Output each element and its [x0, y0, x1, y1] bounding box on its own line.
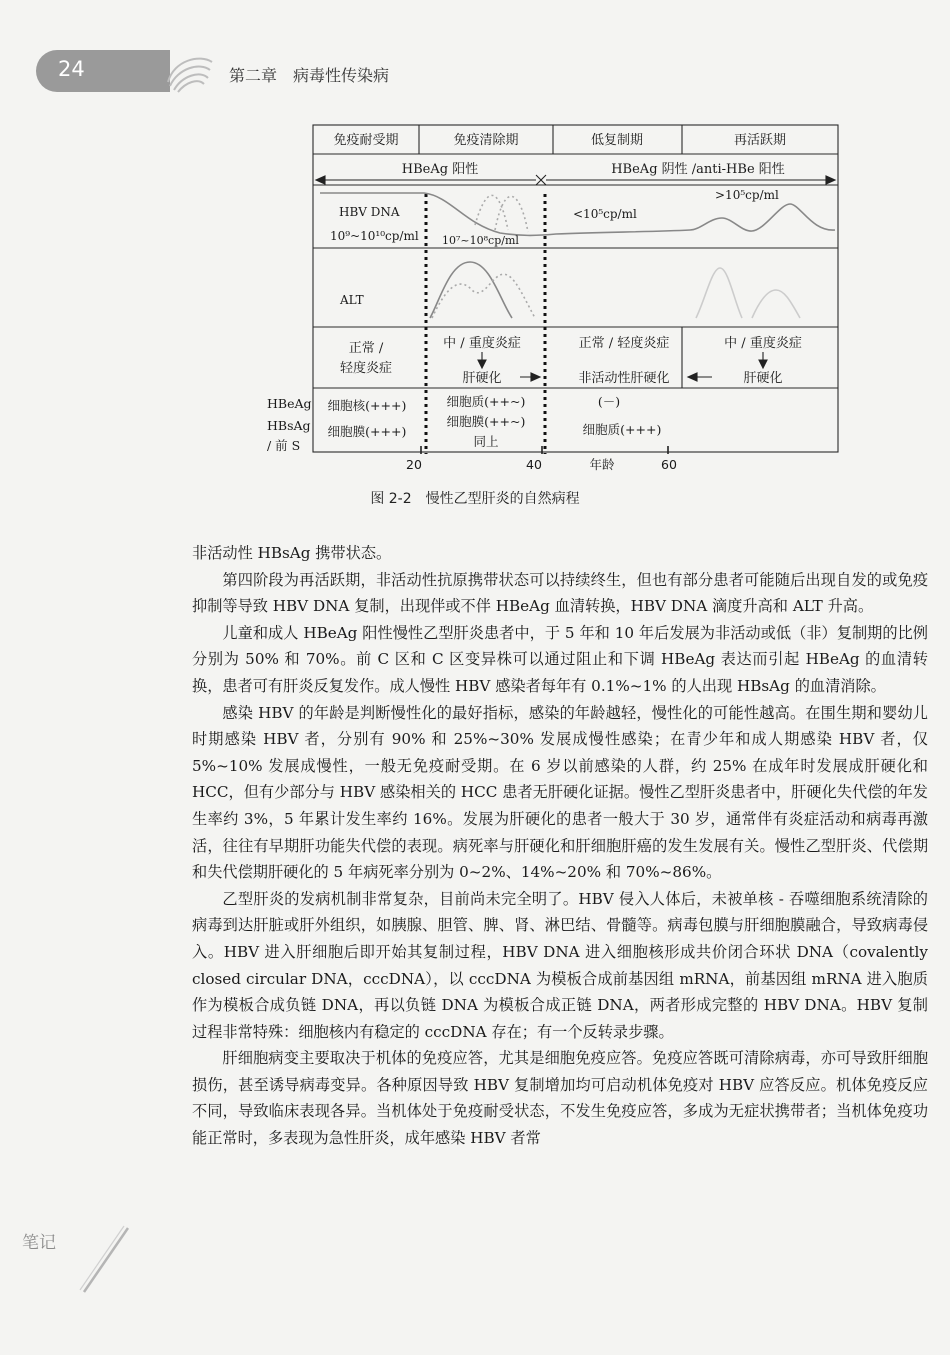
age-axis-label: 年龄 — [589, 457, 615, 472]
paragraph: 乙型肝炎的发病机制非常复杂，目前尚未完全明了。HBV 侵入人体后，未被单核 - 吞噬细胞系统清除的病毒到达肝脏或肝外组织，如胰腺、胆管、脾、肾、淋巴结、骨髓等。病毒包膜与肝细胞膜融合，导致病毒侵入。HBV 进入肝细胞后即开始其复制过程，HBV DNA 进入细胞核形成共价闭合环状 DNA（covalently closed circular DNA，cccDNA），以 cccDNA 为模板合成前基因组 mRNA，前基因组 mRNA 进入胞质作为模板合成负链 DNA，再以负链 DNA 为模板合成正链 DNA，两者形成完整的 HBV DNA。HBV 复制过程非常特殊：细胞核内有稳定的 cccDNA 存在；有一个反转录步骤。 — [192, 889, 928, 1041]
age-tick: 40 — [526, 457, 542, 472]
pathology-reactivation-outcome: 肝硬化 — [743, 371, 783, 386]
paragraph: 儿童和成人 HBeAg 阳性慢性乙型肝炎患者中，于 5 年和 10 年后发展为非活动或低（非）复制期的比例分别为 50% 和 70%。前 C 区和 C 区变异株可以通过阻止和下调 HBeAg 表达而引起 HBeAg 的血清转换，患者可有肝炎反复发作。成人慢性 HBV 感染者每年有 0.1%~1% 的人出现 HBsAg 的血清消除。 — [192, 623, 928, 695]
page-number: 24 — [58, 57, 85, 81]
pathology-tolerance: 正常 / — [348, 341, 384, 356]
paragraph: 第四阶段为再活跃期，非活动性抗原携带状态可以持续终生，但也有部分患者可能随后出现自发的或免疫抑制等导致 HBV DNA 复制，出现伴或不伴 HBeAg 血清转换，HBV DNA 滴度升高和 ALT 升高。 — [192, 570, 928, 616]
antigen-row-label: HBsAg — [267, 418, 311, 433]
antigen-clearance: 细胞质(++~) — [446, 394, 526, 409]
notes-label: 笔记 — [22, 1233, 56, 1253]
antigen-clearance: 同上 — [473, 434, 499, 449]
hbeag-negative-label: HBeAg 阴性 /anti-HBe 阳性 — [611, 162, 785, 177]
antigen-clearance: 细胞膜(++~) — [446, 414, 526, 429]
pathology-clearance-outcome: 肝硬化 — [462, 371, 502, 386]
antigen-tolerance: 细胞膜(+++) — [327, 424, 407, 439]
age-tick: 20 — [406, 457, 422, 472]
dna-reactivation-level: >10⁵cp/ml — [715, 188, 779, 202]
paragraph: 肝细胞病变主要取决于机体的免疫应答，尤其是细胞免疫应答。免疫应答既可清除病毒，亦可导致肝细胞损伤，甚至诱导病毒变异。各种原因导致 HBV 复制增加均可启动机体免疫对 HBV 应答反应。机体免疫反应不同，导致临床表现各异。当机体处于免疫耐受状态，不发生免疫应答，多成为无症状携带者；当机体免疫功能正常时，多表现为急性肝炎，成年感染 HBV 者常 — [192, 1049, 928, 1148]
pathology-reactivation: 中 / 重度炎症 — [724, 336, 802, 351]
phase-label: 低复制期 — [590, 133, 644, 148]
pathology-tolerance: 轻度炎症 — [339, 361, 393, 376]
hbv-natural-course-figure — [0, 0, 950, 480]
paragraph: 非活动性 HBsAg 携带状态。 — [192, 544, 392, 562]
antigen-low-replication: (－) — [597, 394, 621, 409]
body-text — [192, 540, 928, 1152]
antigen-tolerance: 细胞核(+++) — [327, 398, 407, 413]
alt-label: ALT — [340, 293, 364, 307]
antigen-row-label: HBeAg — [267, 396, 312, 411]
dna-low-replication-level: <10⁵cp/ml — [573, 207, 637, 221]
pathology-clearance: 中 / 重度炎症 — [443, 336, 521, 351]
figure-caption: 图 2-2 慢性乙型肝炎的自然病程 — [370, 491, 580, 507]
hbeag-positive-label: HBeAg 阳性 — [401, 162, 479, 177]
phase-label: 免疫耐受期 — [333, 133, 399, 148]
antigen-row-label: / 前 S — [267, 438, 301, 453]
age-tick: 60 — [661, 457, 677, 472]
pen-icon — [66, 1220, 136, 1300]
phase-label: 再活跃期 — [733, 133, 787, 148]
hbv-dna-label: HBV DNA — [339, 205, 400, 219]
paragraph: 感染 HBV 的年龄是判断慢性化的最好指标，感染的年龄越轻，慢性化的可能性越高。在围生期和婴幼儿时期感染 HBV 者，分别有 90% 和 25%~30% 发展成慢性感染；在青少年和成人期感染 HBV 者，仅 5%~10% 发展成慢性，一般无免疫耐受期。在 6 岁以前感染的人群，约 25% 在成年时发展成肝硬化和 HCC，但有少部分与 HBV 感染相关的 HCC 患者无肝硬化证据。慢性乙型肝炎患者中，肝硬化失代偿的年发生率约 3%，5 年累计发生率约 16%。发展为肝硬化的患者一般大于 30 岁，通常伴有炎症活动和病毒再激活，往往有早期肝功能失代偿的表现。病死率与肝硬化和肝细胞肝癌的发生发展有关。慢性乙型肝炎、代偿期和失代偿期肝硬化的 5 年病死率分别为 0~2%、14%~20% 和 70%~86%。 — [192, 703, 928, 882]
dna-clearance-level: 10⁷~10⁸cp/ml — [442, 234, 519, 247]
pathology-low-replication-outcome: 非活动性肝硬化 — [578, 371, 670, 386]
pathology-low-replication: 正常 / 轻度炎症 — [578, 336, 670, 351]
phase-label: 免疫清除期 — [453, 133, 519, 148]
dna-tolerance-level: 10⁹~10¹⁰cp/ml — [330, 229, 419, 243]
antigen-low-replication: 细胞质(+++) — [582, 422, 662, 437]
chapter-title: 第二章 病毒性传染病 — [229, 66, 390, 85]
